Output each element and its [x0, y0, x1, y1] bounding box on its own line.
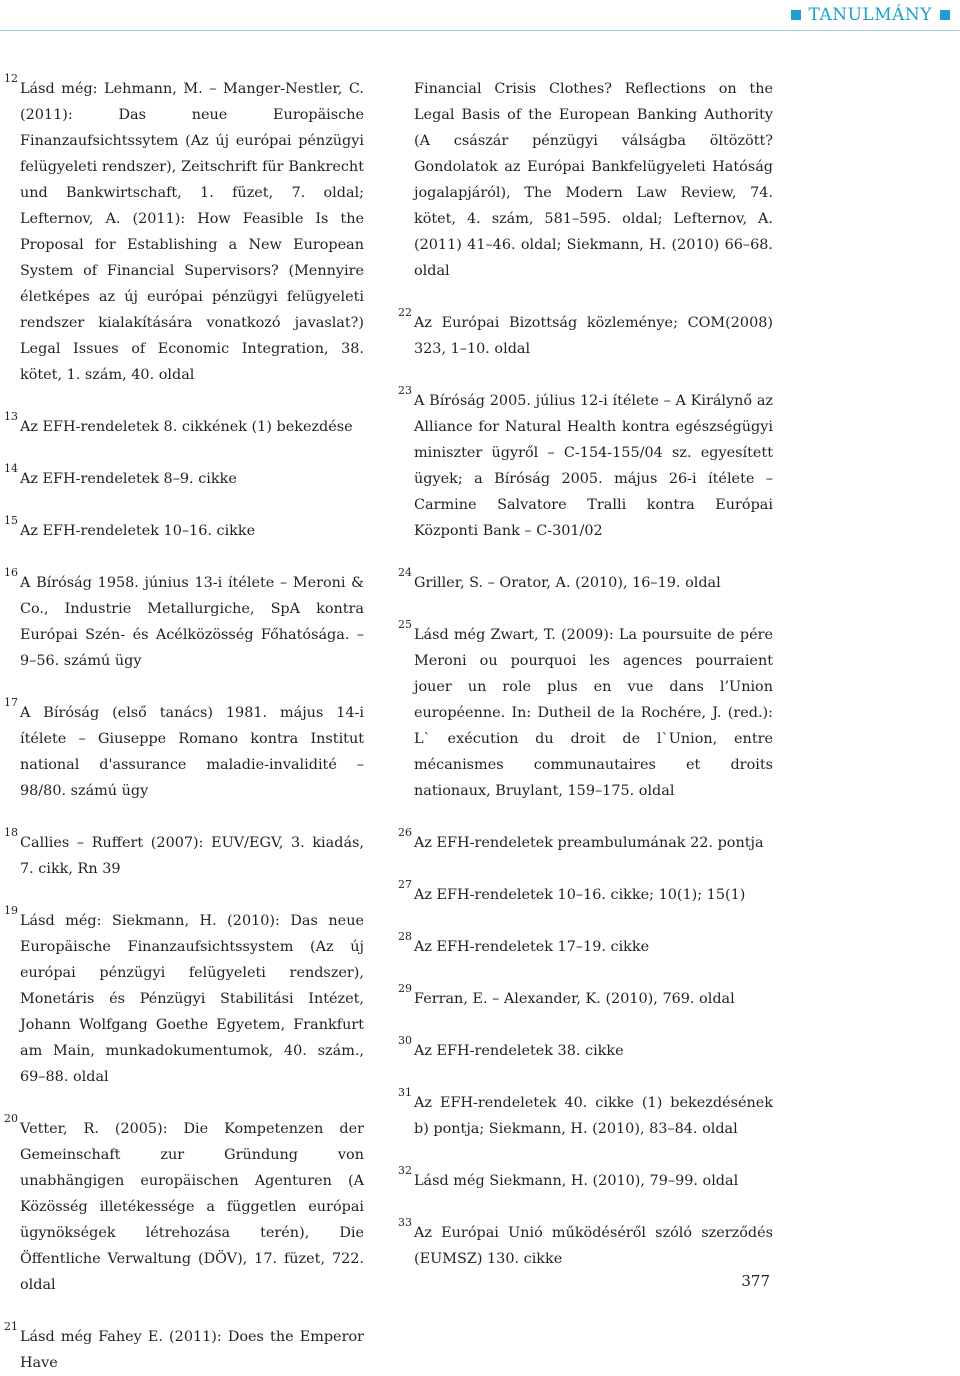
footnote — [398, 566, 773, 596]
footnote — [4, 826, 364, 882]
footnote-number: 13 — [4, 410, 18, 423]
footnote — [398, 1086, 773, 1142]
footnote-number: 15 — [4, 514, 18, 527]
footnote-number: 29 — [398, 982, 412, 995]
footnote-number: 21 — [4, 1320, 18, 1333]
footnote-text: Az EFH-rendeletek 17–19. cikke — [414, 939, 650, 955]
footnote-text: Az Európai Unió működéséről szóló szerződés (EUMSZ) 130. cikke — [414, 1225, 773, 1267]
footnote-number: 27 — [398, 878, 412, 891]
footnote-text: Lásd még Zwart, T. (2009): La poursuite de pére Meroni ou pourquoi les agences pourraient jouer un role plus en vue dans l’Union européenne. In: Dutheil de la Rochére, J. (red.): L` exécution du droit de l`Union, entre mécanismes communautaires et droits nationaux, Bruylant, 159–175. oldal — [414, 627, 773, 799]
footnote-text: A Bíróság 2005. július 12-i ítélete – A Királynő az Alliance for Natural Health kontra egészségügyi miniszter ügyről – C-154-155/04 sz. egyesített ügyek; a Bíróság 2005. május 26-i ítélete – Carmine Salvatore Tralli kontra Európai Központi Bank – C-301/02 — [414, 393, 773, 539]
footnote — [398, 826, 773, 856]
footnote — [4, 72, 364, 388]
footnote — [4, 1320, 364, 1376]
footnote-number: 24 — [398, 566, 412, 579]
footnote — [4, 462, 364, 492]
footnote-text: A Bíróság (első tanács) 1981. május 14-i ítélete – Giuseppe Romano kontra Institut national d'assurance maladie-invalidité – 98/80. számú ügy — [20, 705, 364, 799]
footnote-text: Griller, S. – Orator, A. (2010), 16–19. oldal — [414, 575, 721, 591]
footnote — [398, 1216, 773, 1272]
footnote — [398, 1164, 773, 1194]
footnote — [4, 904, 364, 1090]
footnote-number: 26 — [398, 826, 412, 839]
footnote-number: 16 — [4, 566, 18, 579]
section-title: TANULMÁNY — [808, 5, 932, 25]
footnote — [398, 306, 773, 362]
footnote-number: 18 — [4, 826, 18, 839]
footnote — [4, 566, 364, 674]
footnotes-right-column — [398, 76, 773, 1272]
footnote — [398, 384, 773, 544]
section-header — [791, 4, 950, 26]
footnote — [398, 1034, 773, 1064]
footnote-number: 32 — [398, 1164, 412, 1177]
footnote-text: Callies – Ruffert (2007): EUV/EGV, 3. kiadás, 7. cikk, Rn 39 — [20, 835, 364, 877]
footnote-continued — [398, 76, 773, 284]
footnote — [398, 618, 773, 804]
footnote-text: Az EFH-rendeletek preambulumának 22. pontja — [414, 835, 764, 851]
footnote-text: A Bíróság 1958. június 13-i ítélete – Meroni & Co., Industrie Metallurgiche, SpA kontra Európai Szén- és Acélközösség Főhatósága. – 9–56. számú ügy — [20, 575, 364, 669]
footnote — [4, 696, 364, 804]
footnote-text: Vetter, R. (2005): Die Kompetenzen der Gemeinschaft zur Gründung von unabhängigen europäischen Agenturen (A Közösség illetékessége a független európai ügynökségek létrehozása terén), Die Öffentliche Verwaltung (DÖV), 17. füzet, 722. oldal — [20, 1121, 364, 1293]
footnotes-left-column — [4, 72, 364, 1376]
footnote-text: Lásd még Fahey E. (2011): Does the Emperor Have — [20, 1329, 364, 1371]
footnote-number: 30 — [398, 1034, 412, 1047]
footnote — [398, 930, 773, 960]
footnote-text: Financial Crisis Clothes? Reflections on the Legal Basis of the European Banking Authority (A császár pénzügyi válságba öltözött? Gondolatok az Európai Bankfelügyeleti Hatóság jogalapjáról), The Modern Law Review, 74. kötet, 4. szám, 581–595. oldal; Lefternov, A. (2011) 41–46. oldal; Siekmann, H. (2010) 66–68. oldal — [414, 81, 773, 279]
footnote-text: Az EFH-rendeletek 8–9. cikke — [20, 471, 237, 487]
footnote-number: 12 — [4, 72, 18, 85]
footnote-number: 19 — [4, 904, 18, 917]
footnote-number: 25 — [398, 618, 412, 631]
footnote-number: 22 — [398, 306, 412, 319]
footnote — [398, 878, 773, 908]
footnote-text: Az EFH-rendeletek 10–16. cikke — [20, 523, 256, 539]
footnote — [4, 1112, 364, 1298]
square-bullet-icon — [791, 10, 801, 20]
footnote-text: Az EFH-rendeletek 8. cikkének (1) bekezdése — [20, 419, 353, 435]
footnote-text: Ferran, E. – Alexander, K. (2010), 769. oldal — [414, 991, 735, 1007]
footnote-text: Lásd még: Lehmann, M. – Manger-Nestler, C. (2011): Das neue Europäische Finanzaufsichtssytem (Az új európai pénzügyi felügyeleti rendszer), Zeitschrift für Bankrecht und Bankwirtschaft, 1. füzet, 7. oldal; Lefternov, A. (2011): How Feasible Is the Proposal for Establishing a New European System of Financial Supervisors? (Mennyire életképes az új európai pénzügyi felügyeleti rendszer kialakítására vonatkozó javaslat?) Legal Issues of Economic Integration, 38. kötet, 1. szám, 40. oldal — [20, 81, 364, 383]
footnote — [4, 514, 364, 544]
footnote-number: 28 — [398, 930, 412, 943]
footnote-text: Lásd még: Siekmann, H. (2010): Das neue Europäische Finanzaufsichtssystem (Az új európai pénzügyi felügyeleti rendszer), Monetáris és Pénzügyi Stabilitási Intézet, Johann Wolfgang Goethe Egyetem, Frankfurt am Main, munkadokumentumok, 40. szám., 69–88. oldal — [20, 913, 364, 1085]
footnote-text: Az EFH-rendeletek 38. cikke — [414, 1043, 624, 1059]
footnote-text: Az EFH-rendeletek 40. cikke (1) bekezdésének b) pontja; Siekmann, H. (2010), 83–84. oldal — [414, 1095, 773, 1137]
footnote — [398, 982, 773, 1012]
footnote-number: 33 — [398, 1216, 412, 1229]
footnote-number: 17 — [4, 696, 18, 709]
page-number: 377 — [741, 1272, 770, 1290]
square-bullet-icon — [940, 10, 950, 20]
header-rule — [0, 30, 960, 31]
footnote-number: 14 — [4, 462, 18, 475]
footnote-number: 20 — [4, 1112, 18, 1125]
footnote-number: 23 — [398, 384, 412, 397]
footnote — [4, 410, 364, 440]
footnote-text: Az Európai Bizottság közleménye; COM(2008) 323, 1–10. oldal — [414, 315, 773, 357]
footnote-text: Az EFH-rendeletek 10–16. cikke; 10(1); 15(1) — [414, 887, 746, 903]
footnote-text: Lásd még Siekmann, H. (2010), 79–99. oldal — [414, 1173, 739, 1189]
footnote-number: 31 — [398, 1086, 412, 1099]
